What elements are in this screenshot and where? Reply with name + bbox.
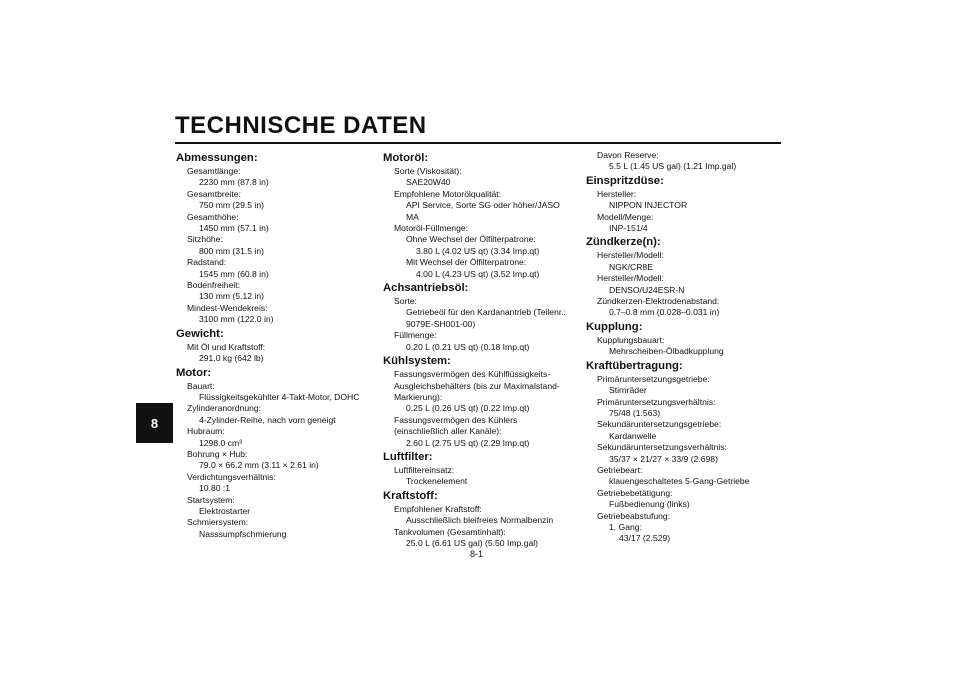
- spec-label: Sekundäruntersetzungsverhältnis:: [597, 442, 727, 453]
- spec-value: 9079E-SH001-00): [406, 318, 476, 329]
- spec-label: Empfohlener Kraftstoff:: [394, 503, 482, 514]
- spec-label: Radstand:: [187, 257, 227, 268]
- spec-value: 3100 mm (122.0 in): [199, 314, 274, 325]
- spec-value: Trockenelement: [406, 476, 468, 487]
- section-heading: Kraftübertragung:: [586, 359, 683, 372]
- spec-label: Primäruntersetzungsgetriebe:: [597, 373, 710, 384]
- spec-value: 1298.0 cm³: [199, 437, 242, 448]
- spec-value: 43/17 (2.529): [619, 533, 671, 544]
- spec-label: Mit Öl und Kraftstoff:: [187, 341, 266, 352]
- spec-label: Getriebeabstufung:: [597, 510, 671, 521]
- spec-value: 2.60 L (2.75 US qt) (2.29 Imp.qt): [406, 437, 530, 448]
- spec-value: 0.25 L (0.26 US qt) (0.22 Imp.qt): [406, 403, 530, 414]
- spec-label: Luftfiltereinsatz:: [394, 464, 455, 475]
- spec-label: Sekundäruntersetzungsgetriebe:: [597, 419, 722, 430]
- spec-label: Gesamtbreite:: [187, 188, 241, 199]
- spec-label: Tankvolumen (Gesamtinhalt):: [394, 526, 506, 537]
- spec-value: 3.80 L (4.02 US qt) (3.34 Imp.qt): [416, 245, 540, 256]
- spec-value: Fußbedienung (links): [609, 499, 690, 510]
- spec-label: (einschließlich aller Kanäle):: [394, 426, 502, 437]
- spec-value: 0.7–0.8 mm (0.028–0.031 in): [609, 307, 720, 318]
- spec-value: 25.0 L (6.61 US gal) (5.50 Imp.gal): [406, 537, 538, 548]
- spec-label: Getriebebetätigung:: [597, 487, 673, 498]
- spec-label: Sorte:: [394, 296, 417, 307]
- spec-value: klauengeschaltetes 5-Gang-Getriebe: [609, 476, 750, 487]
- spec-value: API Service, Sorte SG oder höher/JASO: [406, 200, 560, 211]
- section-heading: Achsantriebsöl:: [383, 282, 469, 295]
- spec-value: 0.20 L (0.21 US qt) (0.18 Imp.qt): [406, 341, 530, 352]
- spec-label: Verdichtungsverhältnis:: [187, 471, 276, 482]
- spec-label: Schmiersystem:: [187, 517, 249, 528]
- spec-value: DENSO/U24ESR-N: [609, 284, 685, 295]
- spec-value: 10.80 :1: [199, 483, 231, 494]
- page-number: 8-1: [470, 549, 484, 559]
- spec-label: Bauart:: [187, 380, 215, 391]
- spec-value: 1545 mm (60.8 in): [199, 268, 269, 279]
- section-heading: Motoröl:: [383, 152, 429, 164]
- spec-label: Ausgleichsbehälters (bis zur Maximalstand-: [394, 380, 560, 391]
- spec-label: Fassungsvermögen des Kühlflüssigkeits-: [394, 369, 551, 380]
- spec-value: Ohne Wechsel der Ölfilterpatrone:: [406, 234, 536, 245]
- spec-label: Zündkerzen-Elektrodenabstand:: [597, 296, 720, 307]
- section-heading: Einspritzdüse:: [586, 174, 664, 187]
- spec-label: Füllmenge:: [394, 330, 437, 341]
- section-heading: Gewicht:: [176, 327, 224, 340]
- spec-label: Startsystem:: [187, 494, 235, 505]
- spec-value: SAE20W40: [406, 177, 451, 188]
- section-heading: Kraftstoff:: [383, 489, 438, 502]
- spec-value: Elektrostarter: [199, 505, 251, 516]
- spec-label: Fassungsvermögen des Kühlers: [394, 414, 518, 425]
- spec-value: 130 mm (5.12 in): [199, 291, 264, 302]
- chapter-tab: 8: [136, 403, 173, 443]
- spec-label: Hersteller:: [597, 188, 637, 199]
- spec-label: Motoröl-Füllmenge:: [394, 223, 469, 234]
- spec-value: INP-151/4: [609, 223, 648, 234]
- spec-label: Sorte (Viskosität):: [394, 166, 462, 176]
- spec-value: 750 mm (29.5 in): [199, 200, 264, 211]
- spec-label: Hersteller/Modell:: [597, 273, 664, 284]
- section-heading: Luftfilter:: [383, 450, 433, 463]
- section-heading: Kühlsystem:: [383, 355, 451, 368]
- spec-value: 2230 mm (87.8 in): [199, 177, 269, 188]
- spec-label: Zylinderanordnung:: [187, 403, 262, 414]
- spec-label: Davon Reserve:: [597, 150, 659, 160]
- spec-label: Gesamthöhe:: [187, 211, 239, 222]
- spec-label: Sitzhöhe:: [187, 234, 223, 245]
- title-rule: [175, 142, 781, 144]
- spec-value: 800 mm (31.5 in): [199, 245, 264, 256]
- spec-label: Primäruntersetzungsverhältnis:: [597, 396, 716, 407]
- spec-value: 75/48 (1.563): [609, 407, 661, 418]
- spec-label: Markierung):: [394, 391, 443, 402]
- section-heading: Zündkerze(n):: [586, 236, 661, 249]
- spec-label: Bodenfreiheit:: [187, 280, 241, 291]
- spec-label: Hubraum:: [187, 426, 225, 437]
- spec-value: Stirnräder: [609, 385, 647, 396]
- spec-value: Mit Wechsel der Ölfilterpatrone:: [406, 257, 527, 268]
- spec-column-2: [383, 150, 583, 549]
- spec-label: Getriebeart:: [597, 464, 643, 475]
- spec-label: Empfohlene Motorölqualität:: [394, 188, 502, 199]
- spec-value: 1450 mm (57.1 in): [199, 223, 269, 234]
- spec-value: Mehrscheiben-Ölbadkupplung: [609, 346, 724, 357]
- spec-column-3: [586, 150, 786, 545]
- spec-label: Bohrung × Hub:: [187, 448, 248, 459]
- spec-value: Kardanwelle: [609, 430, 657, 441]
- spec-value: 5.5 L (1.45 US gal) (1.21 Imp.gal): [609, 161, 737, 172]
- spec-value: 79.0 × 66.2 mm (3.11 × 2.61 in): [199, 460, 319, 471]
- spec-value: 35/37 × 21/27 × 33/9 (2.698): [609, 453, 718, 464]
- spec-value: Nasssumpfschmierung: [199, 528, 287, 539]
- spec-value: Flüssigkeitsgekühlter 4-Takt-Motor, DOHC: [199, 391, 360, 402]
- spec-label: Hersteller/Modell:: [597, 250, 664, 261]
- spec-label: Gesamtlänge:: [187, 166, 241, 176]
- spec-value: NGK/CR8E: [609, 261, 653, 272]
- section-heading: Abmessungen:: [176, 152, 258, 164]
- spec-column-1: [176, 150, 376, 540]
- spec-value: MA: [406, 211, 419, 222]
- spec-value: Getriebeöl für den Kardanantrieb (Teilenr.:: [406, 307, 567, 318]
- section-heading: Motor:: [176, 366, 212, 379]
- spec-value: 4.00 L (4.23 US qt) (3.52 Imp.qt): [416, 268, 540, 279]
- section-heading: Kupplung:: [586, 320, 643, 333]
- spec-value: 4-Zylinder-Reihe, nach vorn geneigt: [199, 414, 336, 425]
- spec-value: 1. Gang:: [609, 521, 642, 532]
- spec-label: Modell/Menge:: [597, 211, 654, 222]
- spec-label: Mindest-Wendekreis:: [187, 302, 268, 313]
- page-title: TECHNISCHE DATEN: [175, 112, 427, 139]
- spec-value: 291.0 kg (642 lb): [199, 353, 264, 364]
- spec-value: Ausschließlich bleifreies Normalbenzin: [406, 515, 554, 526]
- spec-value: NIPPON INJECTOR: [609, 200, 688, 211]
- spec-label: Kupplungsbauart:: [597, 334, 665, 345]
